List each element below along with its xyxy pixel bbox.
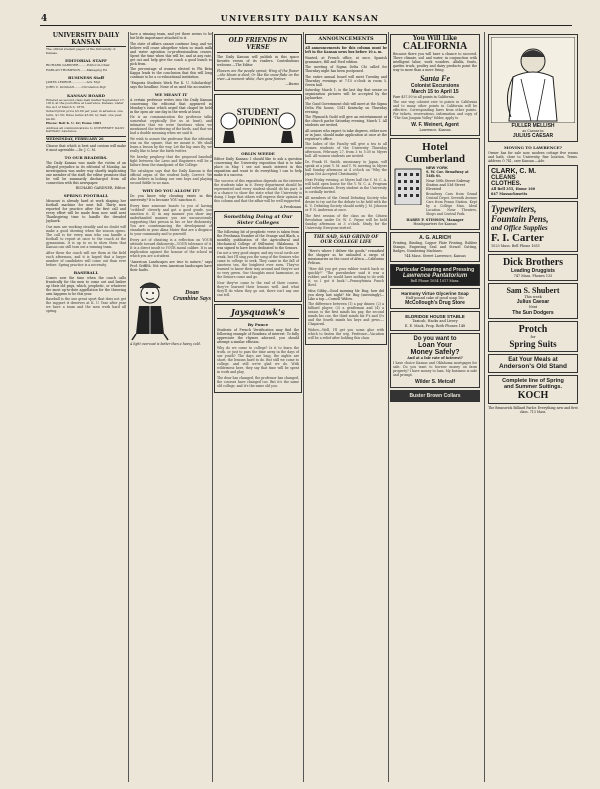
pantatorium-ad[interactable] — [390, 264, 480, 286]
shubert-ad[interactable] — [488, 283, 578, 319]
ad-line: Near 50th Street Subway Station and 53d Street Elevated — [426, 178, 470, 192]
column-rule — [388, 32, 389, 782]
ad-line: You Will Like — [412, 35, 458, 42]
ad-line: E. E. Mack, Prop. Both Phones 148 — [404, 323, 466, 328]
column-rule — [128, 32, 129, 782]
ad-text: Printing, Binding, Copper Plate Printing, Rubber Stamps, Engraving Seal and Stencil Cutting, Badges, Numbering Machines. — [393, 240, 477, 253]
announcement: The entire annual board will meet Tuesday and Thursday evenings at 7:15 o'clock in room 5, Green hall. — [305, 74, 387, 87]
official-note: The official student paper of the University of Kansas. — [46, 47, 116, 55]
ad-line: S. W. Cor. Broadway at 54th St. — [426, 169, 469, 179]
ad-text: Because there you will have a chance to succeed. There climate, soil and water, in conjunction with intelligent labor, work wonders. Alfalfa, fruits, garden truck, poultry and dairy products point the way to more than a mere living. — [393, 52, 477, 73]
box-text-filler: Now they've come to the end of their course, they've learned their lessons well. And what they'll do when they go out, there isn't any one can tell. — [217, 281, 299, 297]
column-rule — [212, 32, 213, 782]
ad-title: Protch — [518, 323, 548, 335]
column-2 — [130, 32, 212, 784]
ad-title: Particular Cleaning and Pressing — [395, 266, 475, 273]
ad-line: The Sun Dodgers — [512, 309, 554, 316]
ad-line: Typewriters, — [491, 204, 537, 215]
ad-line: Eat Your Meals at — [508, 357, 558, 364]
announcement-filler: The first session of the class on the Citizen Revolution under Dr. W. C. Payne will be held Sunday afternoon at 3 o'clock. Study for the University. Everyone invited. — [305, 214, 387, 230]
protch-ad[interactable] — [488, 321, 578, 352]
caesar-ad[interactable] — [488, 34, 578, 142]
ad-line: Next — [528, 305, 538, 310]
entered-note: Entered as second-class mail matter September 17, 1910, at the postoffice at Lawrence, Kansas, under the Act of March 3, 1879. — [46, 97, 125, 109]
buster-brown-ad[interactable] — [390, 390, 480, 402]
ad-line: 1025 Mass. Bell Phone 1651 — [491, 244, 540, 249]
article-heading: WE MEANT IT — [154, 91, 188, 97]
article-heading: BASEBALL — [73, 269, 99, 275]
ad-text-filler: The one way colonist rate to points in California and to many other points in California will be effective. Corresponding fares from other points. For tickets, reservations, information and copy of "The San Joaquin Valley" folder, apply to — [393, 100, 477, 121]
announcement: The Plymouth Guild will give an entertainment at the church parlor Saturday evening, March 1. All students are invited. — [305, 115, 387, 127]
soap-ad[interactable] — [390, 288, 480, 309]
loan-ad[interactable] — [390, 333, 480, 387]
announcement: The Good Government club will meet at the Sigma Delta Phi house, 1541 Kentucky on Thursday evening. — [305, 101, 387, 114]
letter-text: Editor Daily Kansan: I should like to ask a question concerning the University exposition that is to take place in May. I see not much interest in this exposition and want to do everything I can to help make it a success. — [214, 157, 302, 177]
ad-line: March 15 to April 15 — [411, 88, 459, 95]
ad-title: FULLER MELLISH — [511, 123, 555, 129]
announcement: Saturday, March 1, is the last day that senior or organization pictures will be accepted by the Jayhawker. — [305, 88, 387, 100]
subscription-note: Subscription price $3.00 per year, in advance; one term, $1.50; three terms $3.00; by mail, one year, $4.00. — [46, 109, 123, 121]
article-text: The state of affairs cannot continue long, and we believe will cease altogether when so much milk and water agitation co-professionalism ceases. Spent the time when this will be, and at any rate, get out and help give the coach a good bunch to pick from. — [130, 41, 212, 66]
ad-line: Julius Caesar — [516, 299, 550, 306]
article-text-filler: Every act of cheating is a reflection on YOUR attitude toward dishonesty—YOUR tolerance of it. It is a direct insult to YOUR moral calibre. It is an implication against the honour of the school in which you are a student. — [130, 237, 212, 258]
ad-line: Taxicab, Hacks and Livery — [412, 319, 458, 324]
ad-title: ELDRIDGE HOUSE STABLE — [405, 314, 465, 320]
poem-text: Flowers are the people sprout; Wing of the flower—the bloom is shed; Or like the snow-flake on the river—A moment white, then gone forever. — [217, 68, 299, 81]
ad-line: CLOTHES. — [491, 181, 522, 188]
poem-signature: —Burns — [285, 82, 299, 86]
article-text: A certain professor writes into the Daily Kansan concerning the editorial that appeared in Monday's issue which urged that chapel be held in the open air one day in the week at least. — [130, 97, 212, 114]
article-text: The percentage of women elected to Phi Beta Kappa leads to the conclusion that this will long continue to be a co-educational institution. — [130, 67, 212, 79]
article-text: Missouri is already hard at work shaping her football machine for next fall. Thirty men reported for practice after the first call and every effort will be made from now until next Thanksgiving time to handle the dreaded Jayhawk. — [46, 199, 126, 224]
ad-line: Leading Druggists — [511, 267, 555, 274]
old-friends-box — [214, 34, 302, 91]
ad-line: Lawrence Pantatorium — [402, 272, 468, 279]
article-text-filler: Every time someone boasts to you of having "cribbed" cleverly and got a good grade, you sanction it. If, in any manner you show any underhanded manner, you are unconsciously supporting that person in his or her dishonesty. You are countenancing the development of standards in your Alma Mater that are a disgrace to your community and to yourself. — [130, 203, 212, 236]
clark-ad[interactable] — [488, 165, 578, 199]
ad-title: Sam S. Shubert — [506, 286, 560, 296]
ad-line: Complete line of Spring — [502, 378, 564, 385]
box-text-filler: Why do we come to college? Is it to learn the truth, or just to pass the time away in the days of our youth? The days are long, the nights are short, the lessons hard to do. But still we come to college, and still we're glad we do. With wilderness here, they say that time will be spent in work and play. — [217, 345, 299, 374]
ad-title: F. I. Carter — [491, 232, 544, 245]
box-text-filler: The dear has changed, the professor has changed, the courses have changed too. But it's the same old college, and it's the same old you. — [217, 375, 299, 388]
article-text: Do you know why cheating exists in this university? It is because YOU sanction it. — [130, 194, 212, 202]
box-heading: Something Doing at Our Sister Colleges — [217, 214, 299, 228]
article-heading: TO OUR READERS. — [64, 154, 108, 160]
masthead: UNIVERSITY DAILY KANSAN — [46, 32, 126, 47]
letter-signature: A Freshman. — [280, 204, 302, 209]
hotel-cumberland-ad[interactable] — [390, 138, 480, 230]
column-3 — [214, 32, 302, 784]
article-text-filler: He is an communication the professor talks somewhat cryptically (for us at least), and intimates that we were facetious when we mentioned the twittering of the birds, and that we had a double meaning when we said it. — [130, 115, 212, 135]
staff-line: RICHARD GARDNER.........Editor-in-Chief — [46, 63, 110, 68]
box-text: The following bit of prophetic verse is taken from the Freshman Number of the Orange and Black, a monthly publication of the Agricultural and Mechanical College of Stillwater, Oklahoma. It was signed to have been dedicated to the Seniors. — [217, 229, 299, 250]
column-5 — [390, 32, 480, 784]
kansan-board-heading: KANSAN BOARD — [67, 92, 105, 98]
newspaper-name: UNIVERSITY DAILY KANSAN — [220, 13, 380, 23]
column-1 — [46, 32, 126, 784]
ad-line: Loan Your — [418, 342, 452, 350]
ad-line: All Bell 355, Home 160 — [491, 187, 536, 192]
student-opinion-title: STUDENT OPINION — [236, 107, 280, 127]
column-4 — [305, 32, 387, 784]
letter-text-filler: The success of this exposition depends on the interest the students take in it. Every department should be represented and every student should do his part. It is a chance to show the state what the University is doing. I hope that others will express their opinion in this column and that the affair will be well supported. — [214, 178, 302, 203]
ad-line: NEW YORK — [426, 164, 448, 170]
jaysquawks-box — [214, 304, 302, 393]
article-text: "Emporia Students Work For K. U. Scholarship" says the headline. None of us used the accusative. — [130, 80, 212, 89]
box-text-filler: Widow—Well, I'll get you some glue with which to fasten the wig. Professor—Vacation will be a relief after holding this class. — [308, 328, 384, 340]
ad-title: CALIFORNIA — [402, 41, 468, 53]
column-rule — [303, 32, 304, 782]
announcement-filler: The ladies of the Faculty will give a tea to all women students of the University Thursday afternoon, February 27, from 3 to 5:30 in Myers hall. All women students are invited. — [305, 142, 387, 158]
classified-text: Owner has for sale now, modern cottage five rooms and bath, close to University, fine location. Terms. Address O 741, care Kansan.—Adv. — [488, 151, 578, 164]
editorial-staff-heading: EDITORIAL STAFF — [65, 58, 107, 64]
announcement-filler: Next Friday evening, at Myers hall the Y. M. C. A. will hold open house for the Y. W. C. A. Program and refreshments. Every student in the University is cordially invited. — [305, 178, 387, 194]
eldridge-ad[interactable] — [390, 311, 480, 331]
ad-title: Dick Brothers — [502, 256, 564, 268]
actor-portrait-icon — [491, 37, 575, 123]
ad-line: as Caesar in — [522, 129, 544, 133]
ad-line: Half pound cake of good soap 10c — [405, 295, 465, 300]
article-text-filler: Baseball is the one great sport that does not get the support it deserves at K. U. Year after year we have a team and the men work hard all spring. — [46, 297, 126, 314]
article-heading: SPRING FOOTBALL — [63, 193, 109, 199]
article-text: Comes now the time when the coach calls frantically for the men to come out and limber up their old pegs, which, prophetic, or whatever the most up-to-date appellation for the throwing arm happens to be this year. — [46, 275, 126, 296]
box-text-filler: I'm not a very good singer, and my vocal cords are weak, but I'll sing you the song of the Seniors who came to college to seek. They came in the fall of nineteen ten, the brightest ever seen. They've learned to know their way around and they're not so very green. Our thoughts must harmonize, as the Seniors come and go. — [217, 251, 299, 279]
ad-subtitle: Santa Fe — [419, 73, 450, 83]
ad-title: A. G. ALRICH — [419, 234, 451, 241]
page-number: 4 — [41, 14, 48, 24]
announcement-filler: Dr. Frank H. Smith, missionary to Japan, will speak at a joint Y. M. and Y. W. meeting in Myers hall Sunday afternoon at 4 o'clock on "Why the Japan Not Accepted Christianity." — [305, 160, 387, 176]
announcement-filler: All members of the Oread Debating Society who desire to try out for the debate to be held with the K. U. Debating Society should notify J. M. Johnson or F. N. Anderson at once. — [305, 196, 387, 212]
ad-line: JULIUS CAESAR — [512, 133, 554, 140]
santa-fe-ad[interactable] — [390, 34, 480, 136]
classified-heading: MOVING TO LAWRENCE? — [504, 145, 562, 151]
article-text: "American Landscapes are true to nature," says Prof. Griffith. Not even American landscapes have their faults. — [130, 259, 212, 272]
ad-line: Bell Phone 1054 1017 Mass. — [410, 278, 460, 283]
ad-line: Money Safely? — [410, 349, 460, 357]
article-text-filler: The catalogue says that the Daily Kansan is the official organ of the student body. Correct. We also believe in looking our own boys and playing second fiddle to no man. — [130, 169, 212, 185]
quote: Choose that which is best and custom will make it most agreeable.—Dr. J. C. M. — [46, 143, 126, 152]
article-text: The Daily Kansan was made the victim of an alleged prejudice in its editorial of Monday. An investigation was under way shortly implicating one member of the staff, the editor promises that he will be summarily discharged from all connection with this newspaper. — [46, 160, 126, 185]
box-text: "Here's where I deliver the goods," remarked the shopper as he unloaded a cargo of missionaries on the coast of Africa.—California Pelican. — [308, 249, 384, 265]
ad-line: Do you want to — [413, 336, 457, 343]
ad-line: McCollough's Drug Store — [405, 300, 465, 307]
ad-line: Wilder S. Metcalf — [415, 378, 455, 385]
anderson-ad[interactable] — [488, 354, 578, 373]
article-text-filler: Our men are working steadily and no doubt will make a good showing when the season opens. The call is for every man who can handle a football to report at once to the coach at the gymnasium. It is up to us to show them that Kansas can still turn out a winning team. — [46, 224, 126, 249]
ad-text-filler: Broadway Cars from Grand Central Depot. Seventh Avenue Cars from Penna Station. Kept by a College Man. Ideal Location. Near Theatres, Shops and Central Park. — [426, 191, 477, 216]
announcement: The meeting of Sigma Delta Chi called for Thursday night has been postponed. — [305, 65, 387, 73]
ad-title: KOCH — [517, 390, 549, 402]
box-text: Miss Gibby—Good morning Mr. Bug; how did you sleep last night? Mr. Bug (sneezingly)—Like a top.—Cornell Widow. — [308, 288, 384, 301]
doctor-cartoon-icon — [130, 276, 212, 342]
cartoon-quote: A light overcoat is better than a heavy cold. — [130, 341, 201, 346]
article-heading: WHY DO YOU ALLOW IT? — [142, 188, 200, 193]
column-rule — [484, 32, 485, 782]
ad-line: and Office Supplies — [491, 224, 548, 233]
article-text-filler: After these the coach will see them at the field each afternoon, and it is hoped that a larger number of candidates will come out than ever before. Spring practice is a necessity. — [46, 250, 126, 267]
article-text-filler: We wish to assure the professor that the editorial was on the square, that we meant it. We shall learn a lesson by the way. Let the big ones fly; we really like to hear the birds twitter. — [130, 137, 212, 153]
ad-title: Anderson's Old Stand — [499, 363, 567, 371]
announcements-header — [305, 34, 387, 44]
ad-line: Colonist Excursions — [410, 82, 460, 89]
box-text: Students of French Versification may find the following example of Rondeau of interest. To fully appreciate the rhymes adorned, you should attempt a similar effusion. — [217, 328, 299, 344]
sister-colleges-box — [214, 211, 302, 303]
column-6 — [488, 32, 578, 784]
address-note: Address all communications to UNIVERSITY DAILY KANSAN, Lawrence — [46, 125, 125, 134]
hotel-building-icon — [393, 165, 423, 205]
ad-line: And at a fair rate of interest? — [407, 356, 463, 361]
article-text-filler: We hereby prophesy that the proposed baseball fight between the Laws and Engineers will be a failure from the standpoint of the College. — [130, 155, 212, 167]
ad-title: Harmony Virtue Glycerine Soap — [401, 290, 469, 296]
alrich-ad[interactable] — [390, 232, 480, 262]
ad-line: Headquarters for Kansas — [413, 222, 457, 227]
ad-line: for — [530, 334, 536, 339]
box-text-filler: "How did you get your rubber watch back so quickly?" "The pawnbroker said it was a rubber, and he would have nothing to do with it, so I got it back."—Pennsylvania Punch Bowl. — [308, 266, 384, 287]
ad-title: Buster Brown Collars — [409, 392, 461, 399]
header-rule — [40, 25, 572, 26]
ad-text-filler: I have choice Kansas and Oklahoma mortgages for sale. Do you want to borrow money on farm property? I have money to loan. My business is safe and prompt. — [393, 360, 477, 377]
phone-note: Phone: Bell K. U. 42; Home 1081 — [46, 121, 102, 126]
box-text-filler: The difference between (1) a pay dinner, (2) a billiard player, (3) a gentleman and (4) a senior, is the first minds his pay, the second minds his cue, the third minds his P's and Q's and the fourth minds his keys and pews.—Chaparral. — [308, 302, 384, 326]
ad-line: Spring Suits — [509, 339, 557, 350]
ad-title: CLARK, C. M. — [491, 168, 537, 176]
ad-line: This week — [524, 295, 542, 300]
issue-date: WEDNESDAY, FEBRUARY 26 — [46, 136, 126, 142]
box-heading: OLD FRIENDS IN VERSE — [217, 37, 299, 53]
byline: By Ponce — [247, 322, 269, 327]
box-heading: THE SAD, SAD GRIND OF OUR COLLEGE LIFE — [308, 235, 384, 247]
cartoon-caption: Doan Crumbine Says — [173, 289, 211, 302]
letter-heading: ORLIN WEEDE — [241, 151, 275, 156]
student-opinion-banner — [214, 94, 302, 148]
ad-line: Lawrence, Kansas — [419, 128, 451, 133]
box-heading: Jaysquawk's — [217, 307, 299, 319]
ad-title: Hotel Cumberland — [405, 140, 465, 165]
ad-line: Fountain Pens, — [491, 214, 549, 225]
dick-brothers-ad[interactable] — [488, 254, 578, 281]
ad-text: Fare $37.50 to all points in California. — [393, 94, 455, 99]
ad-line: 847 Massachusetts — [491, 191, 528, 196]
ad-line: 747 Mass. Phones 135 — [513, 273, 553, 278]
ad-line: W. F. Weinert, Agent — [411, 122, 459, 129]
staff-line: JAMES LEDBUR................Adv. Mgr — [46, 80, 101, 85]
ad-line: CLEANS — [491, 175, 516, 182]
article-text: have a winning team, and yet there seems to be but little importance attached to it. — [130, 32, 212, 40]
ad-line: 744 Mass. Street Lawrence, Kansas — [404, 254, 466, 259]
sad-grind-box — [305, 232, 387, 345]
announcements-heading: ANNOUNCEMENTS — [318, 36, 374, 42]
article-signature: RICHARD GARDNER, Editor. — [75, 186, 126, 191]
page-header — [0, 0, 600, 30]
business-staff-heading: BUSINESS Staff — [67, 75, 105, 81]
announcement: All announcements for this column must be left in the Kansan news box before 10 a. m. — [305, 46, 387, 54]
announcement: All seniors who expect to take degrees, either now or in June, should make application at once at the registrar's office. — [305, 128, 387, 141]
carter-ad[interactable] — [488, 201, 578, 251]
ad-line: and Summer Suitings. — [503, 384, 563, 391]
ad-line: HARRY P. STIMSON, Manager — [406, 217, 464, 222]
brunswick-ad-text: The Brunswick Billiard Parlor. Everything new and first class. 713 Mass. — [488, 406, 578, 415]
staff-line: JOHN C. KOGGAN........Circulation Mgr — [46, 84, 106, 89]
crumbine-cartoon — [130, 276, 212, 342]
koch-ad[interactable] — [488, 375, 578, 404]
announcement: Wanted, at French office, at once, Spanish grammars, Hill and Ford edition. — [305, 55, 387, 64]
staff-line: HARLAN THOMPSON.......Managing Ed — [46, 67, 107, 72]
box-intro: The Daily Kansan will publish in this space favorite verses of its readers. Contributions welcome.—The Editor. — [217, 55, 299, 67]
